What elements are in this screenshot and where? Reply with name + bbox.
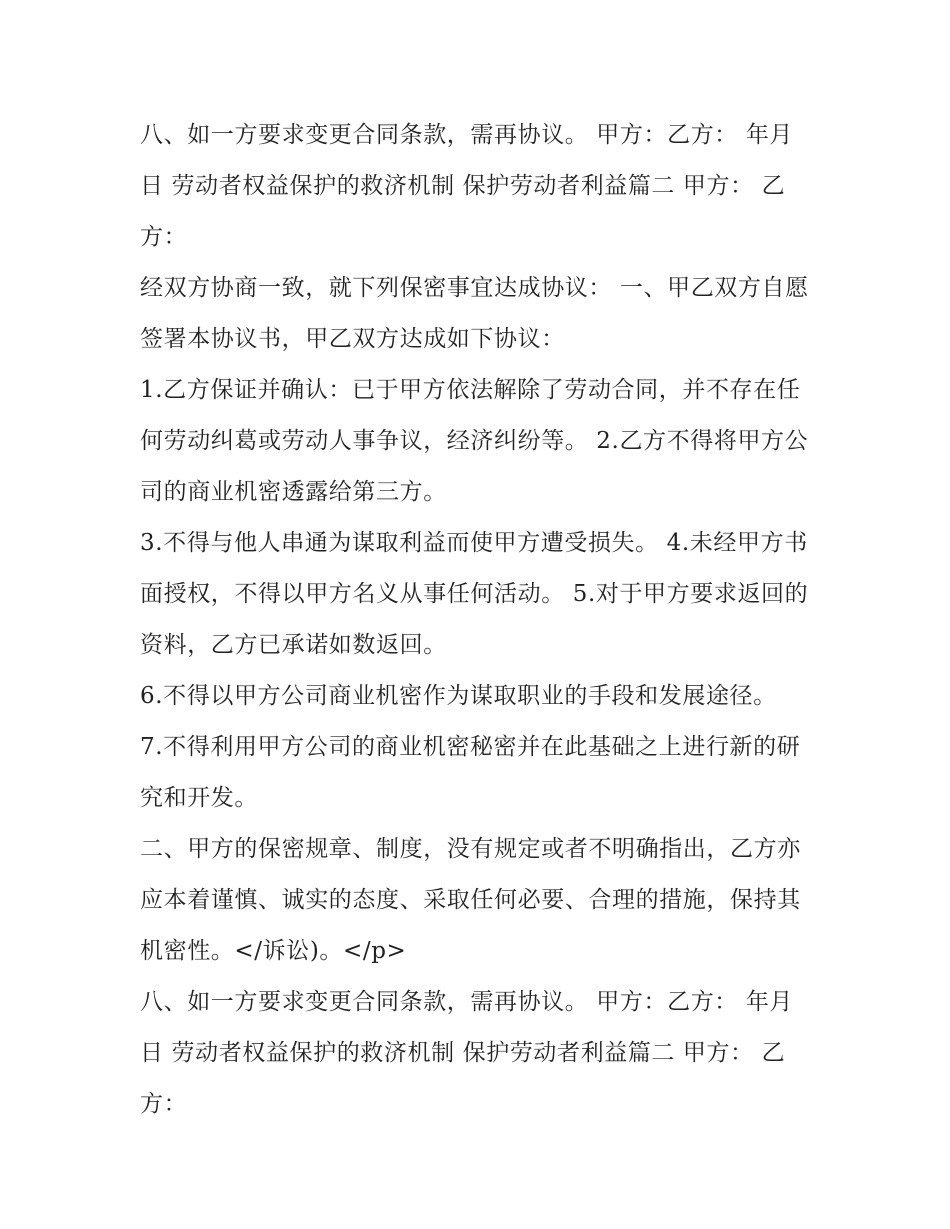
document-body: [140, 110, 812, 1130]
paragraph-confidentiality-rules: 二、甲方的保密规章、制度，没有规定或者不明确指出，乙方亦应本着谨慎、诚实的态度、采取任何必要、合理的措施，保持其机密性。</诉讼)。</p>: [140, 836, 801, 964]
paragraph-amendment-clause: 八、如一方要求变更合同条款，需再协议。 甲方：乙方： 年月 日 劳动者权益保护的救济机制 保护劳动者利益篇二 甲方： 乙方：: [140, 122, 794, 250]
paragraph-items-1-2: 1.乙方保证并确认：已于甲方依法解除了劳动合同，并不存在任何劳动纠葛或劳动人事争议，经济纠纷等。 2.乙方不得将甲方公司的商业机密透露给第三方。: [140, 377, 809, 505]
paragraph-item-6: 6.不得以甲方公司商业机密作为谋取职业的手段和发展途径。: [140, 683, 777, 709]
paragraph-item-7: 7.不得利用甲方公司的商业机密秘密并在此基础之上进行新的研究和开发。: [140, 734, 801, 811]
paragraph-agreement-intro: 经双方协商一致，就下列保密事宜达成协议： 一、甲乙双方自愿签署本协议书，甲乙双方达成如下协议：: [140, 275, 809, 352]
paragraph-amendment-clause-repeat: 八、如一方要求变更合同条款，需再协议。 甲方：乙方： 年月 日 劳动者权益保护的救济机制 保护劳动者利益篇二 甲方： 乙方：: [140, 989, 794, 1117]
paragraph-items-3-5: 3.不得与他人串通为谋取利益而使甲方遭受损失。 4.未经甲方书面授权，不得以甲方名义从事任何活动。 5.对于甲方要求返回的资料，乙方已承诺如数返回。: [140, 530, 809, 658]
